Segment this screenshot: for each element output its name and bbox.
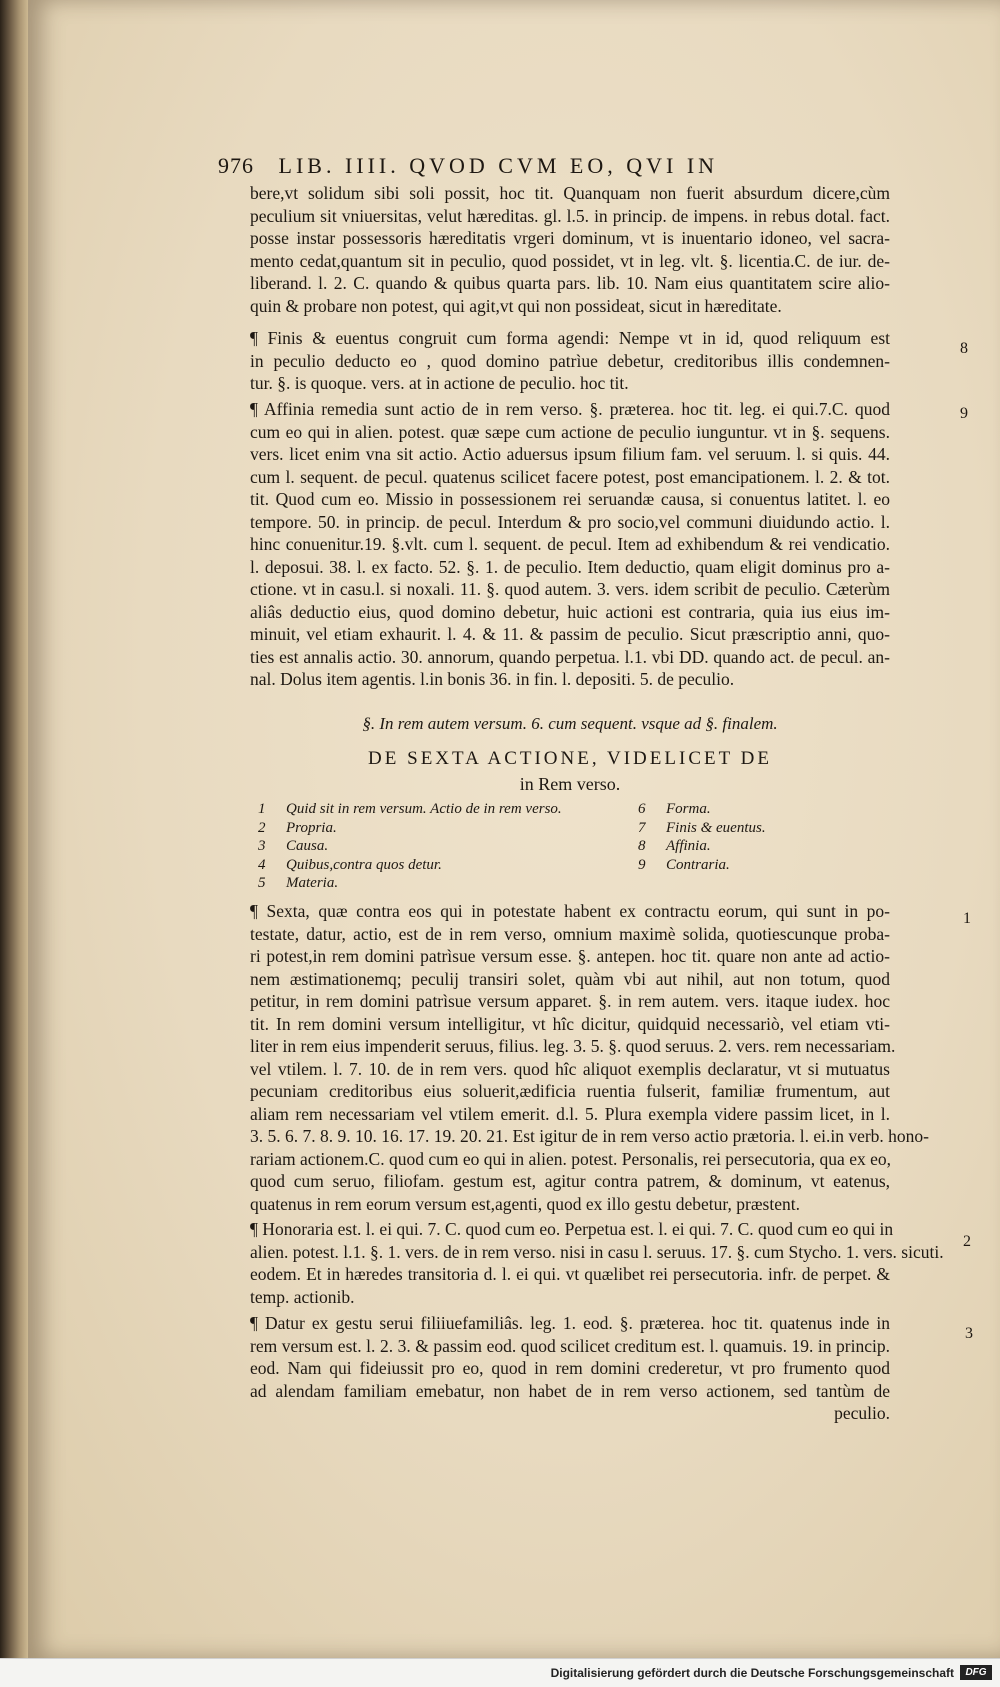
text-line: ctione. vt in casu.l. si noxali. 11. §. quod autem. 3. vers. idem scribit de peculio. Cæterùm: [250, 579, 890, 599]
digitization-footer: [0, 1658, 1000, 1687]
text-line: ad alendam familiam emebatur, non habet de in rem verso actionem, sed tantùm de: [250, 1380, 890, 1401]
contents-column-left: [258, 800, 562, 893]
text-line: ¶ Sexta, quæ contra eos qui in potestate habent ex contractu eorum, qui sunt in po-: [250, 901, 890, 921]
running-header: [218, 153, 718, 179]
text-line: quod cum seruo, filiofam. gestum est, agitur contra patrem, & dominum, vt eatenus,: [250, 1171, 890, 1191]
text-line: vers. licet enim vna sit actio. Actio aduersus ipsum filium fam. vel seruum. l. si quis. 44.: [250, 444, 890, 464]
contents-item: 7 Finis & euentus.: [638, 819, 766, 836]
text-line: ¶ Datur ex gestu serui filiiuefamiliâs. leg. 1. eod. §. præterea. hoc tit. quatenus inde in: [250, 1313, 890, 1333]
text-line: ¶ Finis & euentus congruit cum forma agendi: Nempe vt in id, quod reliquum est: [250, 328, 890, 348]
text-line: quatenus in rem eorum versum est,agenti, quod ex illo gestu debetur, præstent.: [250, 1193, 800, 1214]
dfg-logo-icon: DFG: [960, 1665, 992, 1680]
text-line: cum l. sequent. de pecul. quatenus scilicet facere potest, post emancipationem. l. 2. & tot.: [250, 466, 890, 487]
text-line: tempore. 50. in princip. de pecul. Interdum & pro socio,vel communi diuidundo actio. l.: [250, 511, 890, 532]
text-line: alien. potest. l.1. §. 1. vers. de in rem verso. nisi in casu l. seruus. 17. §. cum Stycho. 1. vers. sicuti.: [250, 1241, 944, 1262]
margin-number: 3: [965, 1325, 973, 1342]
text-line: 3. 5. 6. 7. 8. 9. 10. 16. 17. 19. 20. 21. Est igitur de in rem verso actio prætoria. l. ei.in verb. hono-: [250, 1126, 929, 1146]
contents-item: 1 Quid sit in rem versum. Actio de in rem verso.: [258, 801, 562, 817]
text-line: mento cedat,quantum sit in peculio, quod possidet, vt in leg. vlt. §. licentia.C. de iur. de-: [250, 250, 890, 271]
book-edge: [0, 0, 28, 1658]
paragraph-2: [250, 327, 890, 395]
text-line: minuit, vel etiam exhaurit. l. 4. & 11. & passim de peculio. Sicut præscriptio anni, quo-: [250, 624, 890, 644]
text-line: pecuniam creditoribus eius soluerit,ædificia ruentia fulserit, familiæ frumentum, aut: [250, 1081, 890, 1101]
text-line: temp. actionib.: [250, 1286, 355, 1307]
text-line: petitur, in rem domini patrìsue versum apparet. §. in rem autem. vers. itaque iudex. hoc: [250, 991, 890, 1011]
margin-number: 2: [963, 1233, 971, 1250]
section-heading: [250, 746, 890, 796]
text-line: tit. Quod cum eo. Missio in possessionem rei seruandæ causa, si conuentus latitet. l. eo: [250, 489, 890, 509]
reference-line: §. In rem autem versum. 6. cum sequent. vsque ad §. finalem.: [362, 714, 778, 733]
text-line: quin & probare non potest, qui agit,vt qui non possideat, sicut in hæreditate.: [250, 295, 782, 316]
text-line: vel vtilem. l. 7. 10. de in rem vers. quod hîc aliquot exemplis declaratur, vt si mutuatus: [250, 1058, 890, 1079]
contents-item: 3 Causa.: [258, 838, 329, 854]
text-line: cum eo qui in alien. potest. quæ sæpe cum actione de peculio iunguntur. vt in §. sequens.: [250, 421, 890, 442]
text-line: aliâs deductio eius, quod domino debetur, huic actioni est contraria, quia ius eius im-: [250, 601, 890, 622]
contents-summary: [258, 800, 818, 896]
text-line: nal. Dolus item agentis. l.in bonis 36. in fin. l. depositi. 5. de peculio.: [250, 669, 735, 689]
paragraph-4: [250, 900, 929, 1215]
paragraph-5: [250, 1218, 944, 1308]
text-line: liberand. l. 2. C. quando & quibus quarta pars. lib. 10. Nam eius quantitatem scire alio-: [250, 273, 890, 293]
text-line: peculio.: [834, 1403, 890, 1423]
contents-item: 8 Affinia.: [638, 838, 711, 854]
text-line: bere,vt solidum sibi soli possit, hoc tit. Quanquam non fuerit absurdum dicere,cùm: [250, 183, 890, 203]
text-line: testate, datur, actio, est de in rem verso, omnium maximè solida, quotiescunque proba-: [250, 923, 890, 944]
text-line: hinc conuenitur.19. §.vlt. cum l. sequent. de pecul. Item ad exhibendum & rei vendicatio.: [250, 534, 890, 554]
margin-number: 1: [963, 910, 971, 927]
contents-item: 9 Contraria.: [638, 856, 730, 873]
text-line: peculium sit vniuersitas, velut hæreditas. gl. l.5. in princip. de impens. in rebus dotal. fact.: [250, 205, 890, 226]
text-line: tit. In rem domini versum intelligitur, vt hîc dicitur, quidquid necessariò, vel etiam vti-: [250, 1013, 890, 1034]
contents-column-right: [638, 800, 766, 874]
text-line: eod. Nam qui fideiussit pro eo, quod in rem domini crederetur, vt pro frumento quod: [250, 1358, 890, 1378]
text-line: eodem. Et in hæredes transitoria d. l. ei qui. vt quælibet rei persecutoria. infr. de perpet. &: [250, 1264, 890, 1284]
margin-number: 9: [960, 405, 968, 422]
text-line: tur. §. is quoque. vers. at in actione de peculio. hoc tit.: [250, 373, 629, 393]
text-line: rem versum est. l. 2. 3. & passim eod. quod scilicet creditum est. l. quamuis. 19. in princip.: [250, 1335, 890, 1356]
text-line: ¶ Honoraria est. l. ei qui. 7. C. quod cum eo. Perpetua est. l. ei qui. 7. C. quod cum eo qui in: [250, 1219, 894, 1239]
text-line: ¶ Affinia remedia sunt actio de in rem verso. §. præterea. hoc tit. leg. ei qui.7.C. quod: [250, 399, 890, 419]
text-line: aliam rem necessariam vel vtilem emerit. d.l. 5. Plura exempla videre passim licet, in l.: [250, 1103, 890, 1124]
text-line: nem æstimationemq; peculij transiri solet, quàm vbi aut nihil, aut non totum, quod: [250, 968, 890, 989]
text-line: ties est annalis actio. 30. annorum, quando perpetua. l.1. vbi DD. quando act. de pecul. an-: [250, 646, 890, 667]
paragraph-3: [250, 398, 890, 691]
contents-item: 4 Quibus,contra quos detur.: [258, 856, 442, 873]
contents-item: 2 Propria.: [258, 819, 337, 836]
text-line: l. deposui. 38. l. ex facto. 52. §. 1. de peculio. Item deductio, quam eligit dominus pro a-: [250, 556, 890, 577]
paragraph-6: [250, 1312, 890, 1425]
paragraph-1: [250, 182, 890, 317]
running-head-title: LIB. IIII. QVOD CVM EO, QVI IN: [278, 153, 719, 178]
contents-item: 6 Forma.: [638, 801, 711, 817]
section-heading-line-1: DE SEXTA ACTIONE, VIDELICET DE: [368, 748, 772, 769]
contents-item: 5 Materia.: [258, 875, 339, 891]
section-heading-line-2: in Rem verso.: [519, 774, 621, 794]
text-line: liter in rem eius impenderit seruus, filius. leg. 3. 5. §. quod seruus. 2. vers. rem necessariam.: [250, 1036, 896, 1056]
funding-notice: Digitalisierung gefördert durch die Deutsche Forschungsgemeinschaft: [550, 1666, 954, 1680]
text-line: in peculio deducto eo , quod domino patrìue debetur, creditoribus illis condemnen-: [250, 350, 890, 371]
text-line: ri potest,in rem domini patrìsue versum esse. §. antepen. hoc tit. quare non ante ad actio-: [250, 946, 890, 966]
page-number: 976: [218, 153, 254, 178]
margin-number: 8: [960, 340, 968, 357]
text-line: rariam actionem.C. quod cum eo qui in alien. potest. Personalis, rei persecutoria, qua ex eo,: [250, 1148, 891, 1169]
text-line: posse instar possessoris hæreditatis vrgeri dominum, vt is inuentario idoneo, vel sacra-: [250, 228, 890, 248]
